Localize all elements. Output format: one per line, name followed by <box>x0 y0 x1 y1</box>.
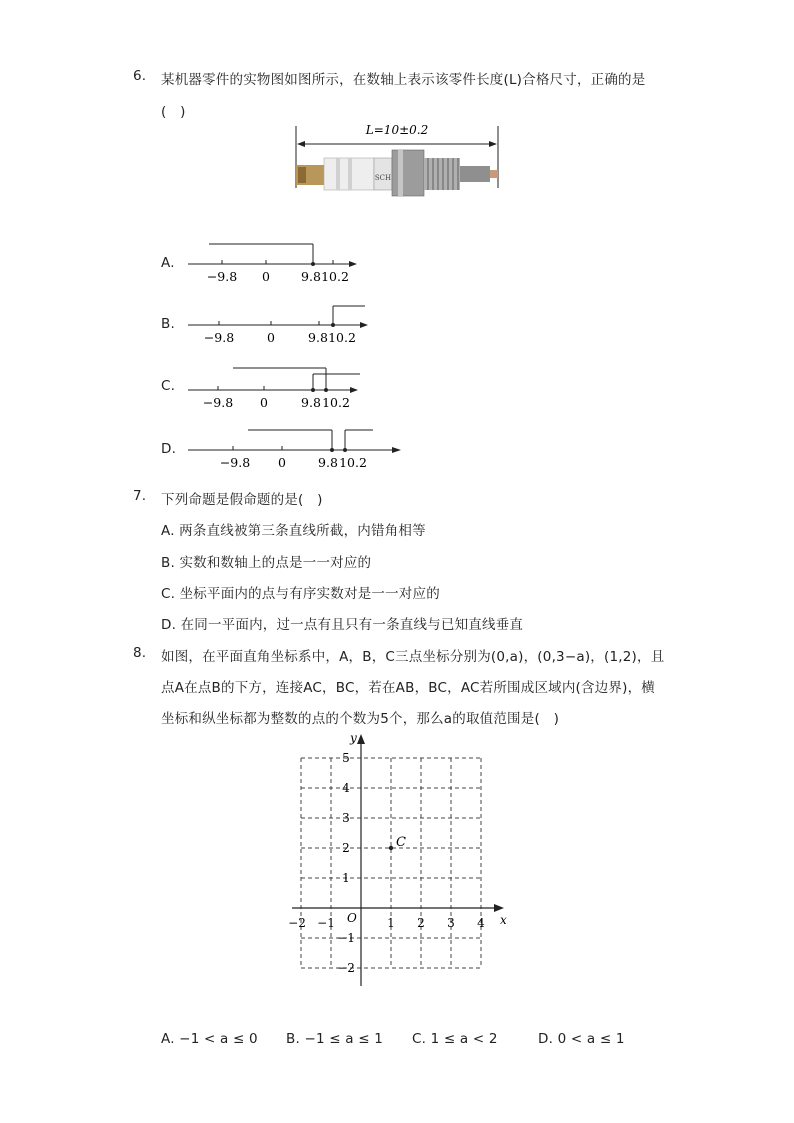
q6-option-c-numberline <box>185 362 375 410</box>
tick-label: 9.8 <box>318 455 338 470</box>
q6-option-a-letter: A. <box>161 255 175 271</box>
y-tick: 1 <box>342 871 350 885</box>
q7-option-a: A. 两条直线被第三条直线所截，内错角相等 <box>161 523 426 539</box>
coordinate-grid <box>280 728 515 993</box>
q8-line2: 点A在点B的下方，连接AC，BC，若在AB，BC，AC若所围成区域内(含边界)，横 <box>161 680 655 696</box>
tick-label: 10.2 <box>322 395 350 410</box>
tick-label: −9.8 <box>206 269 238 284</box>
q6-option-d-letter: D. <box>161 441 177 457</box>
tick-label: 9.8 <box>301 269 321 284</box>
q8-option-a: A. −1 < a ≤ 0 <box>161 1031 258 1047</box>
x-axis-label: x <box>500 913 507 927</box>
q7-option-d: D. 在同一平面内，过一点有且只有一条直线与已知直线垂直 <box>161 617 524 633</box>
q7-option-c: C. 坐标平面内的点与有序实数对是一一对应的 <box>161 586 440 602</box>
q6-option-c-letter: C. <box>161 378 176 394</box>
x-tick: 2 <box>417 916 425 930</box>
q8-option-d: D. 0 < a ≤ 1 <box>538 1031 625 1047</box>
x-tick: −2 <box>288 916 306 930</box>
q8-number: 8. <box>133 645 147 661</box>
q7-stem: 下列命题是假命题的是( ) <box>161 492 323 508</box>
x-tick: 1 <box>387 916 395 930</box>
q8-option-b: B. −1 ≤ a ≤ 1 <box>286 1031 383 1047</box>
y-tick: 4 <box>342 781 350 795</box>
q8-option-c: C. 1 ≤ a < 2 <box>412 1031 498 1047</box>
q6-stem: 某机器零件的实物图如图所示，在数轴上表示该零件长度(L)合格尺寸，正确的是 <box>161 72 646 88</box>
q6-number: 6. <box>133 68 147 84</box>
tick-label: −9.8 <box>219 455 251 470</box>
tick-label: 0 <box>262 269 270 284</box>
q6-option-b-letter: B. <box>161 316 175 332</box>
x-tick: −1 <box>317 916 335 930</box>
q7-option-b: B. 实数和数轴上的点是一一对应的 <box>161 555 372 571</box>
q8-line3: 坐标和纵坐标都为整数的点的个数为5个，那么a的取值范围是( ) <box>161 711 560 727</box>
tick-label: 0 <box>260 395 268 410</box>
y-tick: −1 <box>337 931 355 945</box>
q8-line1: 如图，在平面直角坐标系中，A，B，C三点坐标分别为(0,a)，(0,3−a)，(1,2)，且 <box>161 649 665 665</box>
tick-label: −9.8 <box>203 330 235 345</box>
q7-number: 7. <box>133 488 147 504</box>
point-c <box>389 846 393 850</box>
y-tick: 3 <box>342 811 350 825</box>
tick-label: −9.8 <box>202 395 234 410</box>
tick-label: 10.2 <box>321 269 349 284</box>
y-tick: 2 <box>342 841 350 855</box>
tick-label: 9.8 <box>308 330 328 345</box>
point-c-label: C <box>396 835 406 850</box>
q6-option-d-numberline <box>185 424 410 472</box>
x-tick: 3 <box>447 916 455 930</box>
q6-paren: ( ) <box>161 104 186 120</box>
y-axis-label: y <box>350 731 357 745</box>
figure-label: L=10±0.2 <box>365 123 429 137</box>
y-tick: 5 <box>342 751 350 765</box>
tick-label: 0 <box>278 455 286 470</box>
tick-label: 10.2 <box>339 455 367 470</box>
q6-option-a-numberline <box>185 238 375 286</box>
x-tick: 4 <box>477 916 485 930</box>
spark-plug-figure <box>290 118 505 198</box>
tick-label: 10.2 <box>328 330 356 345</box>
origin-label: O <box>347 911 357 925</box>
y-tick: −2 <box>337 961 355 975</box>
q6-option-b-numberline <box>185 300 375 348</box>
brand-text: SCH <box>374 174 392 182</box>
tick-label: 9.8 <box>301 395 321 410</box>
tick-label: 0 <box>267 330 275 345</box>
